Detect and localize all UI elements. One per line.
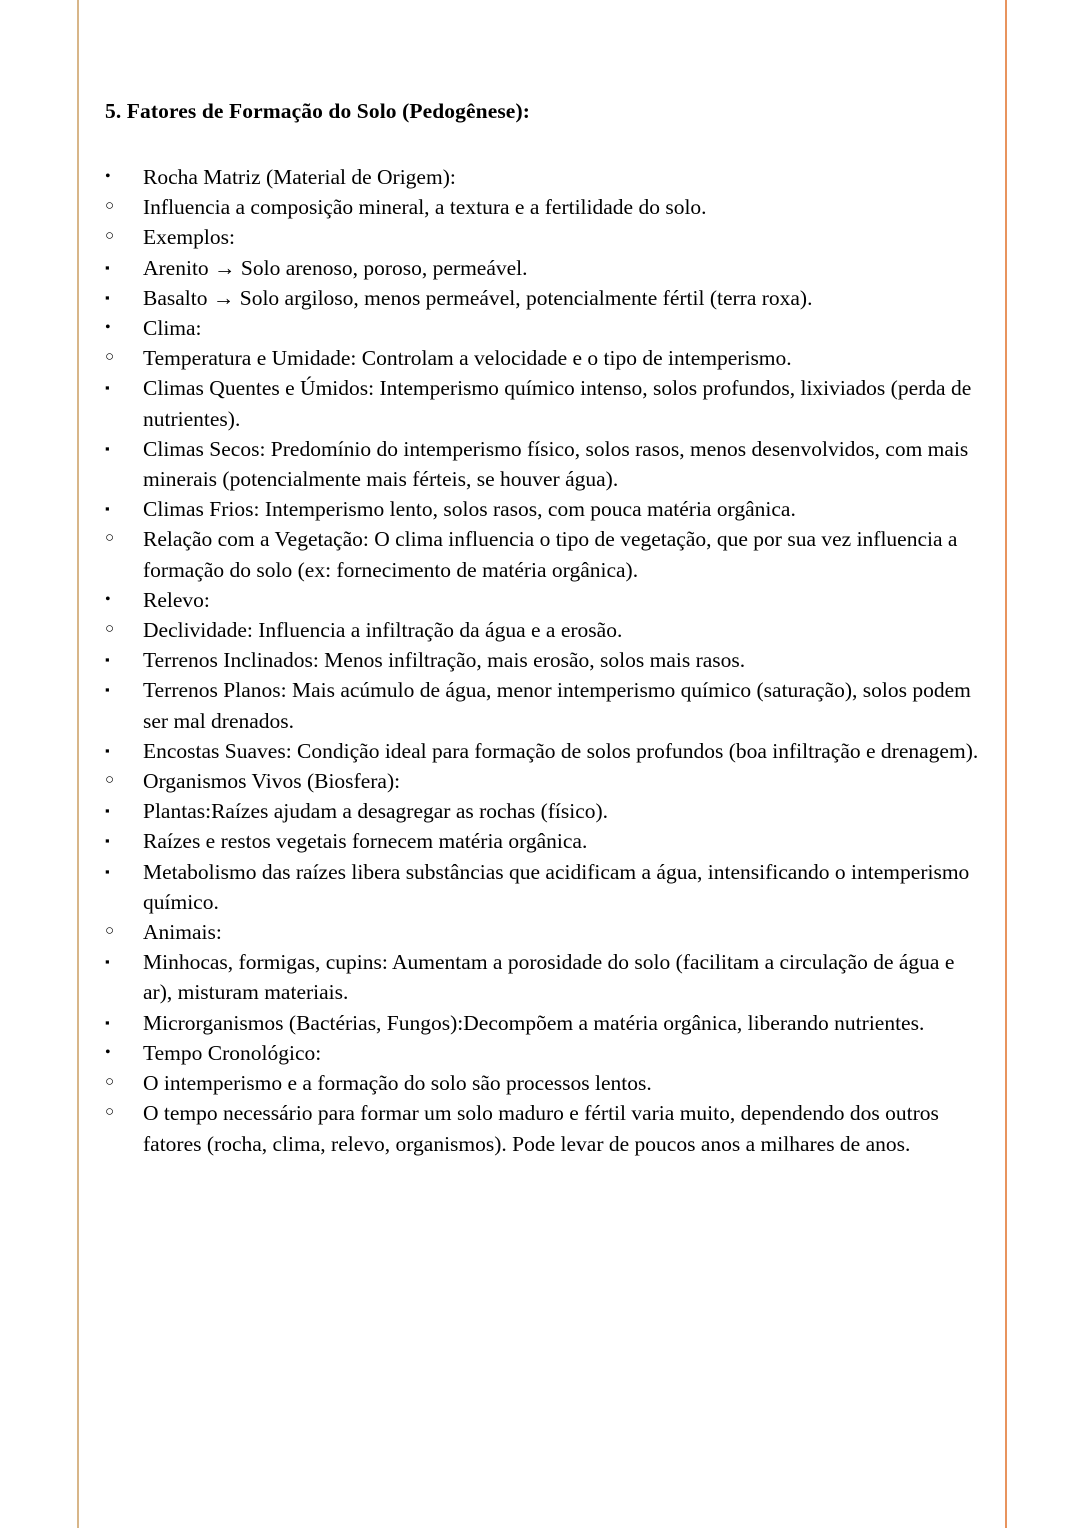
- bullet-level1-icon: •: [105, 168, 111, 185]
- bullet-level2-icon: ○: [105, 923, 115, 940]
- outline-item-label: Tempo Cronológico:: [143, 1040, 322, 1065]
- bullet-level1-icon: •: [105, 590, 111, 608]
- bullet-level3-icon: ▪: [105, 652, 110, 668]
- outline-sublist-level2: [105, 192, 985, 313]
- outline-list: [105, 162, 985, 1159]
- outline-item-level3: [105, 947, 985, 1007]
- outline-item-label: Metabolismo das raízes libera substâncias que acidificam a água, intensificando o intemperismo químico.: [143, 859, 970, 914]
- outline-sublist-level2: [105, 343, 985, 585]
- outline-item-label: Arenito → Solo arenoso, poroso, permeável.: [143, 255, 528, 280]
- outline-item-level2: [105, 192, 985, 222]
- outline-item-level1: [105, 1038, 985, 1068]
- outline-item-level2: [105, 615, 985, 645]
- bullet-level3-icon: ▪: [105, 863, 110, 879]
- outline-item-level1: [105, 162, 985, 192]
- outline-item-level2: [105, 524, 985, 584]
- bullet-level3-icon: ▪: [105, 259, 110, 275]
- outline-item-level2: [105, 1098, 985, 1158]
- outline-item-label: Animais:: [143, 920, 222, 945]
- outline-sublist-level3: [105, 253, 985, 313]
- bullet-level3-icon: ▪: [105, 289, 110, 305]
- outline-item-level3: [105, 494, 985, 524]
- outline-item-label: Climas Secos: Predomínio do intemperismo físico, solos rasos, menos desenvolvidos, com mais minerais (potencialmente mais férteis, se houver água).: [143, 436, 969, 492]
- outline-item-label: Declividade: Influencia a infiltração da água e a erosão.: [143, 618, 623, 643]
- outline-sublist-level3: [105, 373, 985, 524]
- outline-item-label: Relação com a Vegetação: O clima influencia o tipo de vegetação, que por sua vez influencia a formação do solo (ex: fornecimento de matéria orgânica).: [143, 527, 958, 582]
- outline-item-label: Plantas:Raízes ajudam a desagregar as rochas (físico).: [143, 799, 609, 824]
- outline-item-label: Clima:: [143, 316, 202, 341]
- outline-item-label: Microrganismos (Bactérias, Fungos):Decompõem a matéria orgânica, liberando nutrientes.: [143, 1010, 925, 1035]
- bullet-level3-icon: ▪: [105, 440, 110, 456]
- outline-item-label: Raízes e restos vegetais fornecem matéria orgânica.: [143, 829, 588, 854]
- right-margin-rule: [1005, 0, 1007, 1528]
- bullet-level3-icon: ▪: [105, 682, 110, 698]
- outline-item-label: Rocha Matriz (Material de Origem):: [143, 165, 456, 189]
- outline-item-level2: [105, 766, 985, 796]
- bullet-level2-icon: ○: [105, 530, 115, 547]
- bullet-level2-icon: ○: [105, 621, 115, 638]
- outline-item-label: O tempo necessário para formar um solo maduro e fértil varia muito, dependendo dos outros fatores (rocha, clima, relevo, organismos). Pode levar de poucos anos a milhares de anos.: [143, 1101, 939, 1156]
- outline-item-label: O intemperismo e a formação do solo são processos lentos.: [143, 1071, 652, 1096]
- page-title: 5. Fatores de Formação do Solo (Pedogênese):: [105, 99, 530, 123]
- bullet-level3-icon: ▪: [105, 833, 110, 849]
- outline-item-label: Influencia a composição mineral, a textura e a fertilidade do solo.: [143, 195, 707, 220]
- outline-item-level3: [105, 857, 985, 917]
- outline-sublist-level3: [105, 796, 985, 917]
- bullet-level3-icon: ▪: [105, 380, 110, 396]
- outline-item-label: Organismos Vivos (Biosfera):: [143, 769, 401, 794]
- outline-item-level3: [105, 736, 985, 766]
- bullet-level2-icon: ○: [105, 228, 115, 245]
- outline-item-label: Encostas Suaves: Condição ideal para formação de solos profundos (boa infiltração e drenagem).: [143, 738, 979, 763]
- bullet-level1-icon: •: [105, 319, 111, 337]
- outline-item-label: Temperatura e Umidade: Controlam a velocidade e o tipo de intemperismo.: [143, 346, 792, 371]
- bullet-level2-icon: ○: [105, 1074, 115, 1091]
- outline-sublist-level3: [105, 947, 985, 1038]
- outline-item-label: Terrenos Planos: Mais acúmulo de água, menor intemperismo químico (saturação), solos podem ser mal drenados.: [143, 678, 971, 733]
- bullet-level2-icon: ○: [105, 772, 115, 789]
- bullet-level2-icon: ○: [105, 198, 115, 215]
- outline-item-label: Climas Quentes e Úmidos: Intemperismo químico intenso, solos profundos, lixiviados (perda de nutrientes).: [143, 376, 972, 431]
- bullet-level3-icon: ▪: [105, 954, 110, 970]
- outline-sublist-level3: [105, 645, 985, 766]
- outline-item-label: Basalto → Solo argiloso, menos permeável, potencialmente fértil (terra roxa).: [143, 285, 813, 310]
- outline-item-label: Exemplos:: [143, 225, 235, 250]
- document-content: [105, 96, 985, 1159]
- outline-sublist-level2: [105, 615, 985, 1038]
- outline-item-level3: [105, 283, 985, 313]
- outline-item-level1: [105, 585, 985, 615]
- bullet-level3-icon: ▪: [105, 803, 110, 819]
- bullet-level2-icon: ○: [105, 349, 115, 366]
- outline-item-level2: [105, 917, 985, 947]
- bullet-level3-icon: ▪: [105, 501, 110, 517]
- bullet-level1-icon: •: [105, 1043, 111, 1061]
- outline-item-level3: [105, 434, 985, 494]
- outline-item-level3: [105, 1008, 985, 1038]
- outline-item-label: Minhocas, formigas, cupins: Aumentam a porosidade do solo (facilitam a circulação de água e ar), misturam materiais.: [143, 950, 955, 1005]
- outline-item-level2: [105, 343, 985, 373]
- bullet-level2-icon: ○: [105, 1104, 115, 1121]
- outline-item-label: Relevo:: [143, 587, 210, 612]
- outline-item-level3: [105, 675, 985, 735]
- left-margin-rule: [77, 0, 79, 1528]
- outline-item-level3: [105, 796, 985, 826]
- outline-item-level3: [105, 253, 985, 283]
- outline-item-level2: [105, 222, 985, 252]
- outline-item-level3: [105, 645, 985, 675]
- outline-item-level3: [105, 373, 985, 433]
- outline-item-label: Terrenos Inclinados: Menos infiltração, mais erosão, solos mais rasos.: [143, 648, 746, 673]
- outline-item-level3: [105, 826, 985, 856]
- outline-item-label: Climas Frios: Intemperismo lento, solos rasos, com pouca matéria orgânica.: [143, 497, 796, 522]
- bullet-level3-icon: ▪: [105, 742, 110, 758]
- bullet-level3-icon: ▪: [105, 1014, 110, 1030]
- outline-item-level2: [105, 1068, 985, 1098]
- outline-item-level1: [105, 313, 985, 343]
- outline-sublist-level2: [105, 1068, 985, 1159]
